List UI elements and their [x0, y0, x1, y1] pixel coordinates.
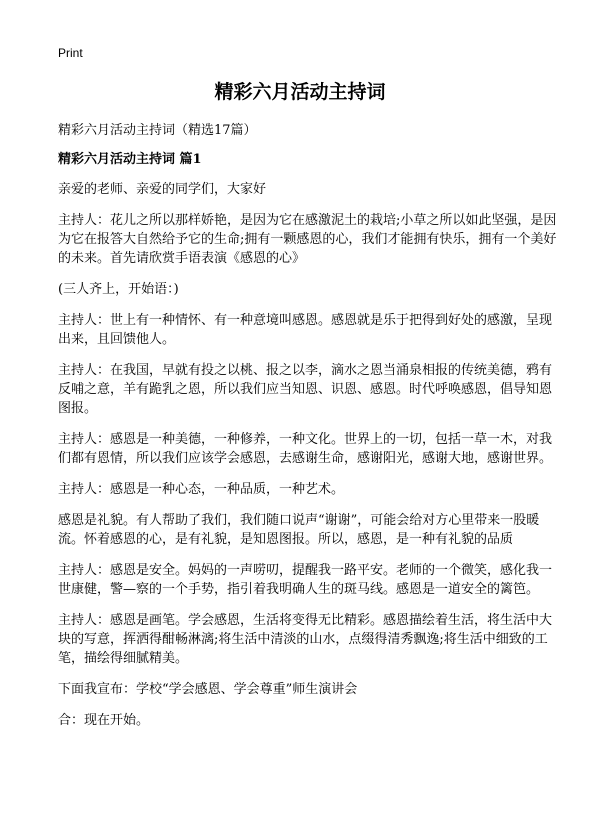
paragraph-announcement: 下面我宣布：学校“学会感恩、学会尊重”师生演讲会 [58, 682, 358, 697]
print-link[interactable]: Print [58, 46, 83, 60]
paragraph-host-4: 主持人：感恩是一种心态，一种品质，一种艺术。 [58, 482, 345, 497]
paragraph-opening: 主持人：花儿之所以那样娇艳，是因为它在感激泥土的栽培;小草之所以如此坚强，是因为它在报答大自然给予它的生命;拥有一颗感恩的心，我们才能拥有快乐，拥有一个美好的未来。首先请欣赏手语表演《感恩的心》 [58, 213, 557, 266]
document-body [58, 180, 558, 742]
paragraph-host-1: 主持人：世上有一种情怀、有一种意境叫感恩。感恩就是乐于把得到好处的感激，呈现出来，且回馈他人。 [58, 313, 553, 347]
section-heading: 精彩六月活动主持词 篇1 [58, 152, 202, 167]
paragraph-stage-direction: (三人齐上，开始语：) [58, 282, 179, 297]
document-title: 精彩六月活动主持词 [214, 81, 386, 103]
paragraph-host-2: 主持人：在我国，早就有投之以桃、报之以李，滴水之恩当涌泉相报的传统美德，鸦有反哺之意，羊有跪乳之恩，所以我们应当知恩、识恩、感恩。时代呼唤感恩，倡导知恩图报。 [58, 363, 553, 416]
paragraph-host-3: 主持人：感恩是一种美德，一种修养，一种文化。世界上的一切，包括一草一木，对我们都有恩情，所以我们应该学会感恩，去感谢生命，感谢阳光，感谢大地，感谢世界。 [58, 432, 553, 466]
paragraph-host-brush: 主持人：感恩是画笔。学会感恩，生活将变得无比精彩。感恩描绘着生活，将生活中大块的写意，挥洒得酣畅淋漓;将生活中清淡的山水，点缀得清秀飘逸;将生活中细致的工笔，描绘得细腻精美。 [58, 613, 553, 666]
paragraph-courtesy: 感恩是礼貌。有人帮助了我们，我们随口说声“谢谢”，可能会给对方心里带来一股暖流。怀着感恩的心，是有礼貌，是知恩图报。所以，感恩，是一种有礼貌的品质 [58, 513, 540, 547]
paragraph-host-safety: 主持人：感恩是安全。妈妈的一声唠叨，提醒我一路平安。老师的一个微笑，感化我一世康健，警—察的一个手势，指引着我明确人生的斑马线。感恩是一道安全的篱笆。 [58, 563, 553, 597]
paragraph-closing: 合：现在开始。 [58, 713, 150, 728]
document-subtitle: 精彩六月活动主持词（精选17篇） [58, 123, 257, 138]
paragraph-greeting: 亲爱的老师、亲爱的同学们，大家好 [58, 182, 267, 197]
